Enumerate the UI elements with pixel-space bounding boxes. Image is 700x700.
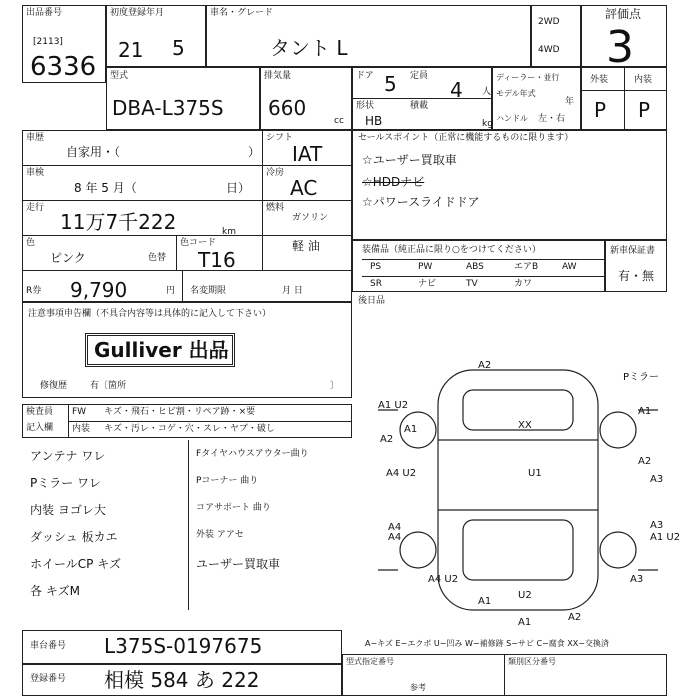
damage-mark: A1 (478, 596, 492, 607)
damage-mark: A3 (650, 520, 664, 531)
inspector-label-2: 記入欄 (26, 423, 54, 433)
fw-label: FW (72, 407, 87, 417)
lot-label: 出品番号 (26, 8, 63, 18)
damage-mark: A2 (568, 612, 582, 623)
recycle-unit: 円 (166, 286, 176, 296)
cap-value: 4 (450, 78, 463, 102)
plate-label: 登録番号 (30, 674, 67, 684)
history-label: 車歴 (26, 133, 45, 143)
damage-mark: A2 (638, 456, 652, 467)
cap-unit: 人 (482, 87, 492, 97)
mileage-label: 走行 (26, 203, 45, 213)
fw-items: キズ・飛石・ヒビ割・リペア跡・×要 (104, 407, 256, 417)
inspector-comment: アンテナ ワレ (30, 449, 106, 463)
reg-label: 初度登録年月 (110, 8, 165, 18)
damage-mark: A2 (380, 434, 394, 445)
equipment-item: ABS (466, 262, 484, 272)
history-close: ） (248, 145, 261, 159)
damage-map (368, 350, 681, 630)
cool-label: 冷房 (266, 168, 285, 178)
damage-mark: U1 (528, 468, 542, 479)
sales-item-3: ☆パワースライドドア (362, 195, 480, 209)
sales-item-1: ☆ユーザー買取車 (362, 153, 457, 167)
lot-sub: [2113] (33, 37, 63, 47)
handle-options: 左・右 (538, 114, 566, 124)
ext-value: P (594, 98, 607, 122)
paint-label: 色替 (148, 253, 167, 263)
warranty-label: 新車保証書 (610, 246, 656, 256)
load-label: 積載 (410, 101, 429, 111)
shift-label: シフト (266, 133, 294, 143)
dealer-label: ディーラー・並行 (496, 73, 560, 82)
front-right-wheel (600, 412, 636, 448)
equipment-item: AW (562, 262, 577, 272)
mileage-value: 11万7千222 (60, 210, 177, 234)
equipment-title: 装備品（純正品に限り○をつけてください） (362, 245, 541, 255)
int-label: 内装 (634, 75, 653, 85)
inspector-comment: ユーザー買取車 (196, 557, 281, 571)
sales-item-2: ☆HDDナビ (362, 175, 425, 189)
fuel-label: 燃料 (266, 203, 285, 213)
damage-mark: A4 U2 (386, 468, 417, 479)
color-code-value: T16 (198, 248, 236, 272)
shape-label: 形状 (356, 101, 375, 111)
color-code-label: 色コード (180, 238, 217, 248)
car-rear (463, 520, 573, 580)
recycle-label: R券 (26, 286, 42, 296)
interior-items: キズ・汚レ・コゲ・穴・スレ・ヤブ・破し (104, 424, 275, 434)
load-unit: kg (482, 119, 493, 129)
inspector-comment: 外装 アアセ (196, 530, 244, 540)
damage-mark: A4 (388, 532, 402, 543)
sales-title: セールスポイント（正常に機能するものに限ります） (358, 133, 574, 143)
color-value: ピンク (50, 251, 86, 265)
drive-4wd: 4WD (538, 45, 560, 55)
damage-mark: A2 (478, 360, 492, 371)
name-change-units: 月 日 (282, 286, 303, 296)
ref-label: 参考 (410, 683, 426, 692)
damage-mark: A3 (650, 474, 664, 485)
inspector-comment: コアサポート 曲り (196, 503, 271, 513)
damage-mark: A4 (388, 522, 402, 533)
damage-mark: A1 (404, 424, 418, 435)
damage-mark: U2 (518, 590, 532, 601)
inspector-comment: Fタイヤハウスアウター曲り (196, 449, 309, 459)
inspector-comment: Pミラー ワレ (30, 476, 102, 490)
gulliver-stamp-text: Gulliver 出品 (94, 338, 229, 362)
after-label: 後日品 (358, 296, 386, 306)
score-label: 評価点 (605, 7, 642, 21)
chassis-label: 車台番号 (30, 641, 67, 651)
score-value: 3 (606, 22, 634, 73)
inspect-value: 8 年 5 月（ (74, 181, 137, 195)
disp-label: 排気量 (264, 71, 292, 81)
damage-mark: A1 (518, 617, 532, 628)
equipment-item: PW (418, 262, 433, 272)
notes-title: 注意事項申告欄（不具合内容等は具体的に記入して下さい） (28, 309, 272, 319)
year-unit: 年 (565, 97, 575, 107)
repair-close: 〕 (330, 381, 340, 391)
color-label: 色 (26, 238, 36, 248)
warranty-value: 有・無 (618, 269, 655, 283)
disp-unit: cc (334, 116, 344, 126)
repair-label: 修復歴 (40, 381, 68, 391)
shape-value: HB (365, 114, 383, 128)
chassis-value: L375S-0197675 (104, 634, 263, 658)
inspector-comment: ダッシュ 板カエ (30, 530, 118, 544)
disp-value: 660 (268, 96, 307, 120)
damage-mark: A1 (638, 406, 652, 417)
equipment-item: エアB (514, 262, 539, 272)
inspector-comment: ホイールCP キズ (30, 557, 121, 571)
mileage-unit: km (222, 227, 236, 237)
lot-number: 6336 (30, 52, 97, 82)
door-label: ドア (356, 71, 374, 81)
drive-2wd: 2WD (538, 17, 560, 27)
inspector-comment: 内装 ヨゴレ大 (30, 503, 106, 517)
handle-label: ハンドル (496, 114, 528, 123)
inspect-label: 車検 (26, 168, 45, 178)
model-label: 型式 (110, 71, 129, 81)
fuel-gas: ガソリン (292, 213, 329, 223)
ext-label: 外装 (590, 75, 609, 85)
equipment-item: SR (370, 279, 382, 289)
interior-label: 内装 (72, 424, 91, 434)
cap-label: 定員 (410, 71, 429, 81)
inspector-comment: 各 キズM (30, 584, 80, 598)
plate-value: 相模 584 あ 222 (104, 668, 260, 692)
history-value: 自家用・（ (66, 145, 121, 159)
class-no-label: 類別区分番号 (508, 657, 556, 666)
damage-mark: A3 (630, 574, 644, 585)
recycle-value: 9,790 (70, 278, 128, 302)
damage-mark: XX (518, 420, 532, 431)
damage-mark: A1 U2 (378, 400, 409, 411)
cool-value: AC (290, 176, 318, 200)
model-spec-label: 型式指定番号 (346, 657, 394, 666)
rear-left-wheel (400, 532, 436, 568)
equipment-item: ナビ (418, 279, 437, 289)
equipment-item: カワ (514, 279, 533, 289)
car-name: タント L (270, 36, 348, 60)
car-body-outline (438, 370, 598, 610)
fuel-value: 軽 油 (292, 239, 320, 253)
shift-value: IAT (292, 142, 323, 166)
door-value: 5 (384, 72, 397, 96)
model-year-label: モデル年式 (496, 89, 536, 98)
reg-month: 5 (172, 36, 185, 60)
model-value: DBA-L375S (112, 96, 224, 120)
name-change-label: 名変期限 (190, 286, 227, 296)
damage-mark: A4 U2 (428, 574, 459, 585)
equipment-item: PS (370, 262, 382, 272)
equipment-item: TV (466, 279, 478, 289)
map-legend: A−キズ E−エクボ U−凹み W−補修跡 S−サビ C−腐食 XX−交換済 (365, 639, 609, 648)
reg-year: 21 (118, 38, 144, 62)
int-value: P (638, 98, 651, 122)
rear-right-wheel (600, 532, 636, 568)
damage-mark: Pミラー (623, 372, 660, 383)
inspector-label-1: 検査員 (26, 407, 54, 417)
drive-box (531, 5, 581, 67)
inspect-day: 日） (226, 181, 251, 195)
damage-mark: A1 U2 (650, 532, 681, 543)
repair-value: 有〔箇所 (90, 381, 127, 391)
name-label: 車名・グレード (210, 8, 274, 18)
inspector-comment: Pコーナー 曲り (196, 476, 259, 486)
